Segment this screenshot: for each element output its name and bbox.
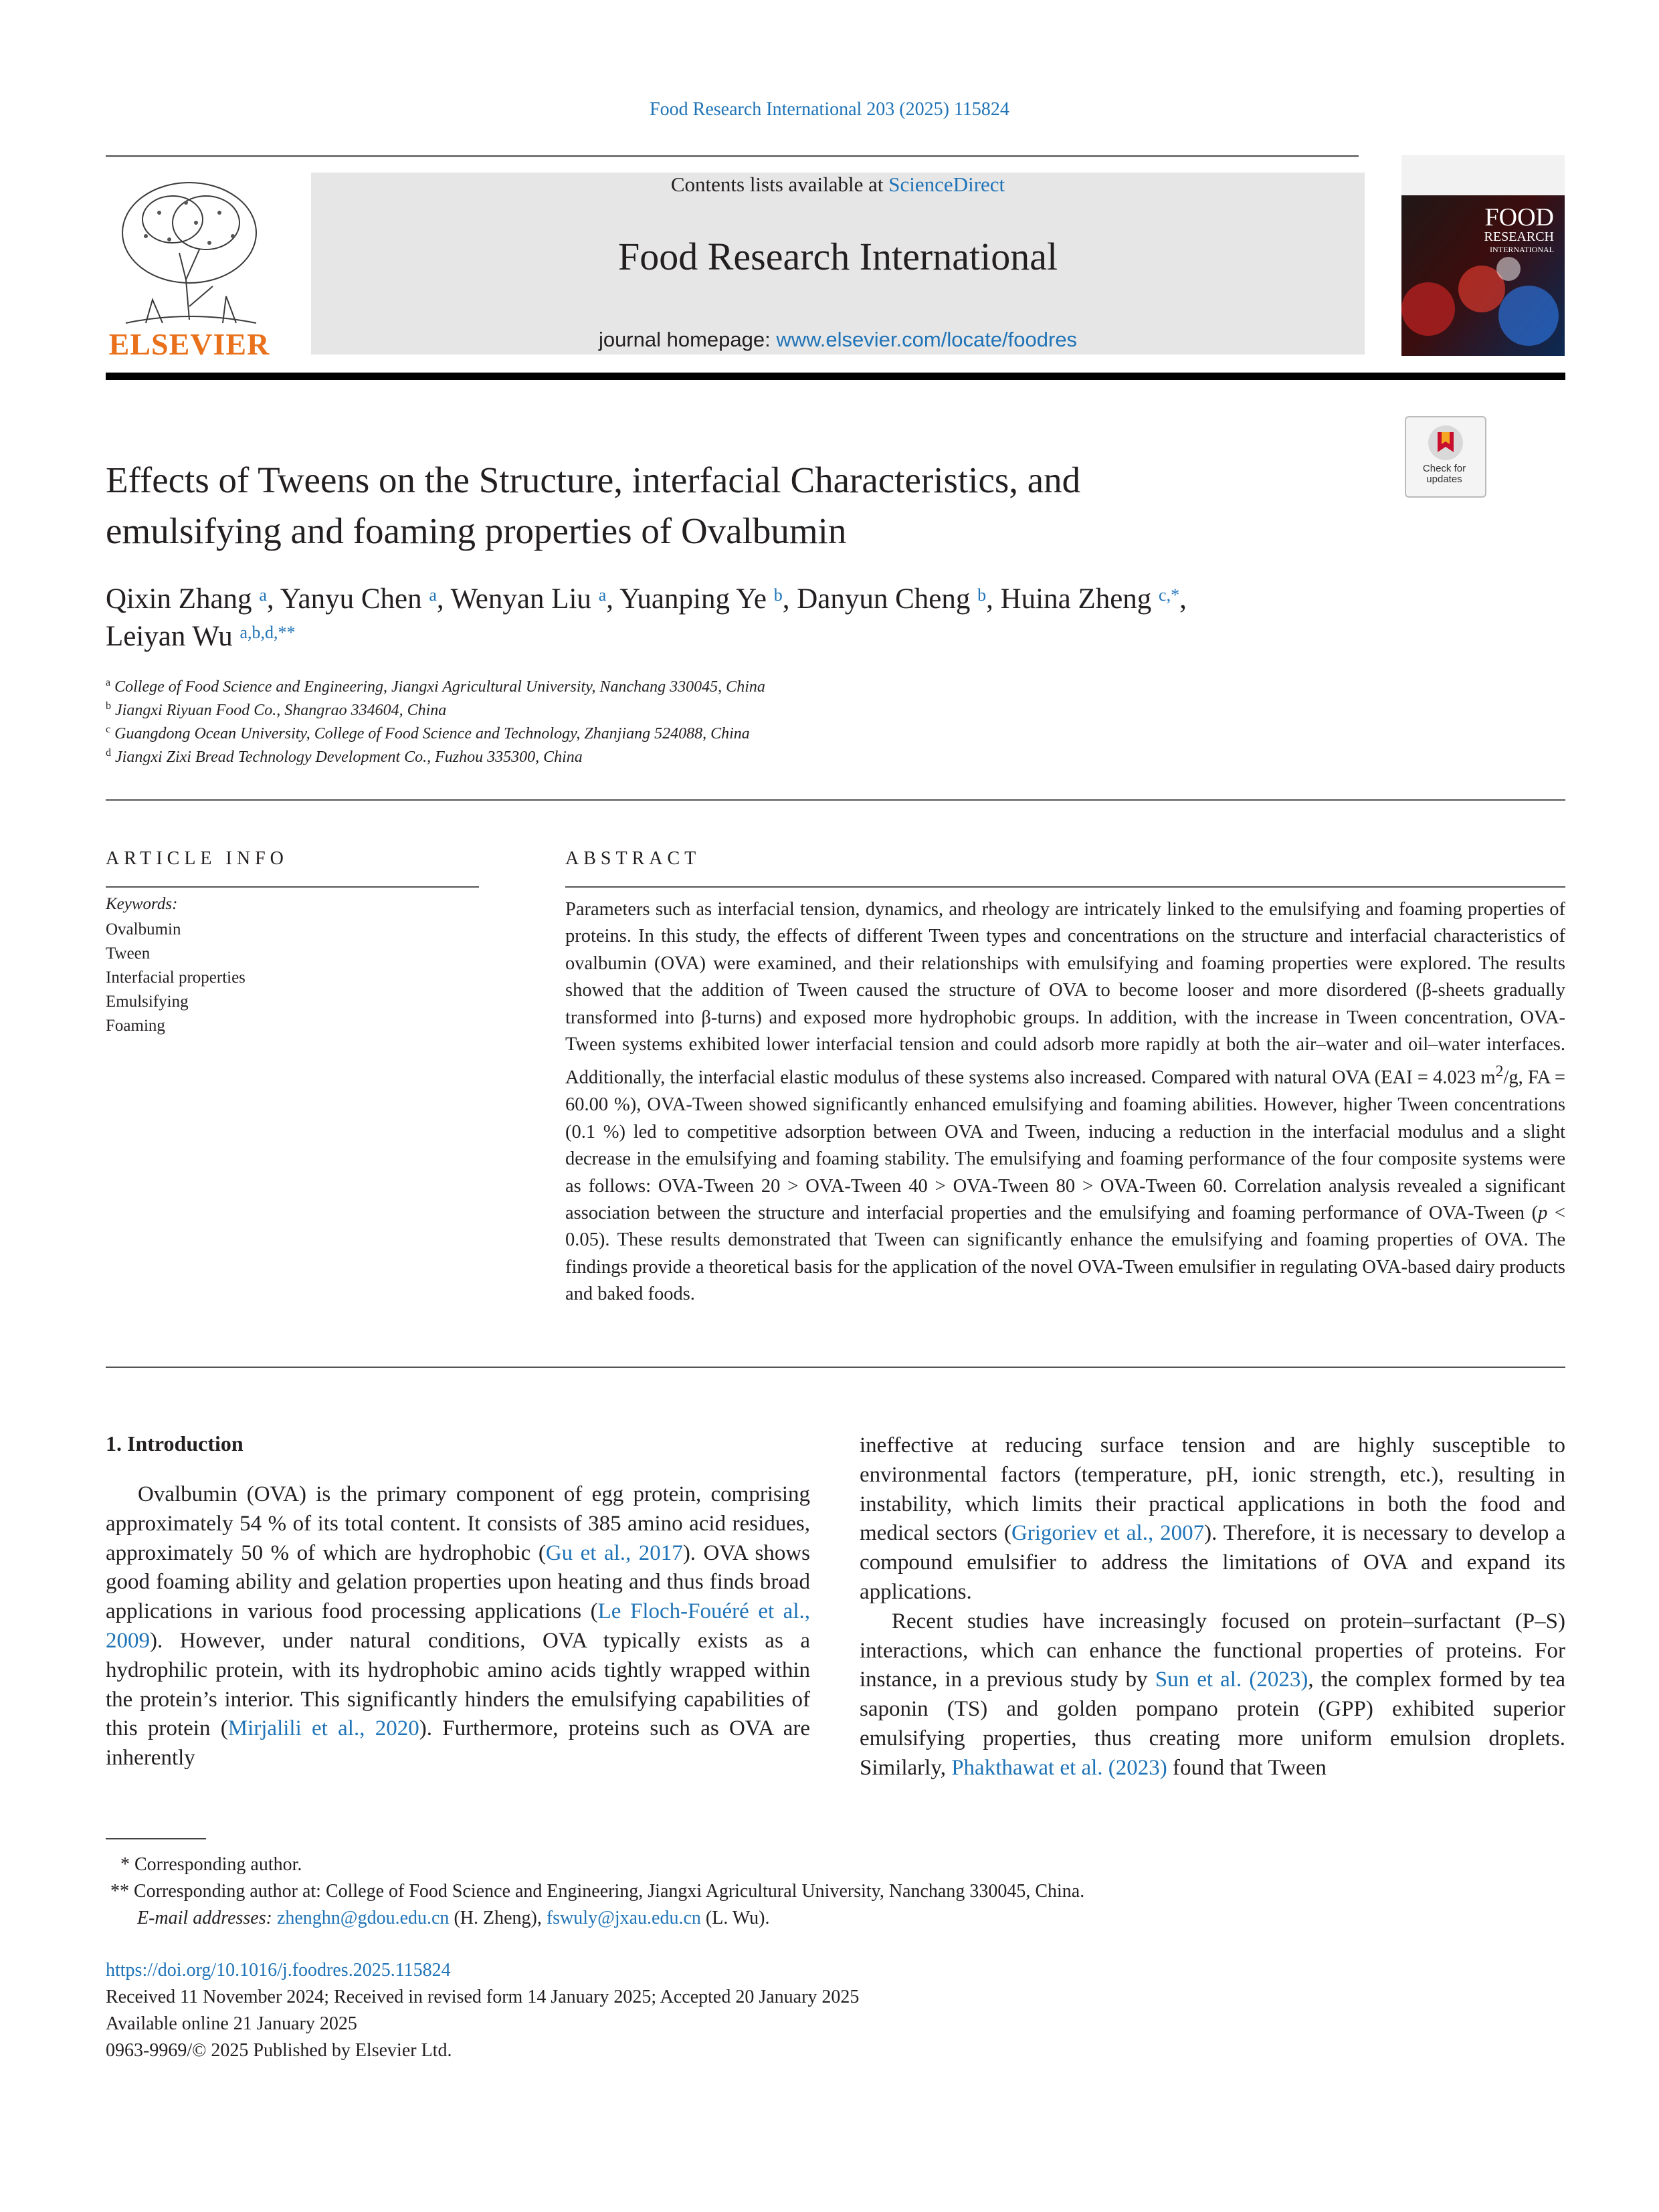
author[interactable]: Qixin Zhang (106, 583, 252, 615)
check-for-updates-badge[interactable] (1405, 416, 1486, 498)
abstract-end-rule (106, 1367, 1565, 1368)
journal-homepage-line: journal homepage: www.elsevier.com/locate/foodres (598, 328, 1078, 351)
available-online-date: Available online 21 January 2025 (106, 2013, 357, 2034)
author[interactable]: Yuanping Ye (619, 583, 767, 615)
journal-citation[interactable]: Food Research International 203 (2025) 115824 (650, 99, 1009, 120)
paragraph: Recent studies have increasingly focused on protein–surfactant (P–S) interactions, which can enhance the functional properties of proteins. For instance, in a previous study by Sun et al. (2023), the complex formed by tea saponin (TS) and golden pompano protein (GPP) exhibited superior emulsifying properties, thus creating more uniform emulsion droplets. Similarly, Phakthawat et al. (2023) found that Tween (860, 1609, 1566, 1780)
journal-title: Food Research International (617, 235, 1058, 278)
keywords-label: Keywords: (106, 895, 178, 913)
reference-link[interactable]: Grigoriev et al., 2007 (1011, 1521, 1205, 1546)
reference-link[interactable]: Sun et al. (2023) (1155, 1668, 1308, 1692)
author-affiliation-mark[interactable]: b (773, 585, 783, 605)
author-affiliation-mark[interactable]: c,* (1159, 585, 1180, 605)
author[interactable]: Wenyan Liu (450, 583, 591, 615)
svg-text:FOOD: FOOD (1484, 203, 1554, 231)
keyword: Foaming (106, 1017, 165, 1035)
keyword: Ovalbumin (106, 920, 181, 938)
elsevier-wordmark: ELSEVIER (108, 327, 270, 361)
paragraph: ineffective at reducing surface tension and are highly susceptible to environmental factors (temperature, pH, ionic strength, etc.), resulting in instability, which limits their practical applications in both the food and medical sectors (Grigoriev et al., 2007). Therefore, it is necessary to develop a compound emulsifier to address the limitations of OVA and expand its applications. (860, 1433, 1565, 1604)
author[interactable]: Danyun Cheng (797, 583, 971, 615)
footnote-corresponding-1: * Corresponding author. (120, 1854, 302, 1875)
affiliation: $^a$ College of Food Science and Engineering, Jiangxi Agricultural University, Nanchang 330045, China (106, 677, 765, 696)
reference-link[interactable]: Mirjalili et al., 2020 (227, 1716, 419, 1741)
svg-text:RESEARCH: RESEARCH (1484, 229, 1554, 244)
article-info-heading: ARTICLE INFO (106, 848, 288, 869)
footnote-emails: E-mail addresses: zhenghn@gdou.edu.cn (H. Zheng), fswuly@jxau.edu.cn (L. Wu). (137, 1908, 770, 1928)
doi-link[interactable]: https://doi.org/10.1016/j.foodres.2025.115824 (106, 1960, 451, 1981)
author-affiliation-mark[interactable]: a (259, 585, 267, 605)
svg-text:INTERNATIONAL: INTERNATIONAL (1490, 245, 1554, 254)
author-affiliation-mark[interactable]: b (977, 585, 987, 605)
author-affiliation-mark[interactable]: a,b,d,** (239, 623, 296, 642)
header-thick-rule (106, 373, 1565, 380)
affiliation-rule (106, 799, 1565, 801)
keyword: Interfacial properties (106, 969, 246, 987)
email-link[interactable]: zhenghn@gdou.edu.cn (276, 1908, 450, 1928)
journal-homepage-link[interactable]: www.elsevier.com/locate/foodres (776, 328, 1078, 351)
keyword: Tween (106, 944, 151, 963)
email-link[interactable]: fswuly@jxau.edu.cn (546, 1908, 701, 1928)
reference-link[interactable]: Phakthawat et al. (2023) (951, 1755, 1167, 1780)
footnote-corresponding-2: ** Corresponding author at: College of Food Science and Engineering, Jiangxi Agricultural University, Nanchang 330045, China. (110, 1881, 1085, 1902)
author[interactable]: Yanyu Chen (280, 583, 422, 615)
author-list: Qixin Zhang $^a$, Yanyu Chen $^a$, Wenyan Liu $^a$, Yuanping Ye $^b$, Danyun Cheng $^b$, Huina Zheng $^{c,*}$, Leiyan Wu $^{a,b,d,**}$ (106, 583, 1187, 652)
header-rule (106, 155, 1359, 157)
keyword: Emulsifying (106, 993, 189, 1011)
body-column-right (860, 1431, 1565, 1783)
author[interactable]: Huina Zheng (1000, 583, 1152, 615)
article-title: Effects of Tweens on the Structure, interfacial Characteristics, and emulsifying and foaming properties of Ovalbumin (106, 460, 1081, 551)
keyword-list (106, 918, 246, 1038)
sciencedirect-link[interactable]: ScienceDirect (888, 173, 1005, 196)
affiliation: $^b$ Jiangxi Riyuan Food Co., Shangrao 334604, China (106, 700, 447, 719)
crossmark-icon (1406, 417, 1485, 464)
affiliation: $^c$ Guangdong Ocean University, College of Food Science and Technology, Zhanjiang 524088, China (106, 724, 750, 742)
reference-link[interactable]: Le Floch-Fouéré et al., 2009 (106, 1599, 810, 1653)
received-dates: Received 11 November 2024; Received in revised form 14 January 2025; Accepted 20 January 2025 (106, 1987, 860, 2007)
journal-cover-image (1401, 155, 1565, 356)
section-heading-introduction: 1. Introduction (106, 1431, 243, 1455)
affiliation: $^d$ Jiangxi Zixi Bread Technology Development Co., Fuzhou 335300, China (106, 747, 583, 766)
contents-line: Contents lists available at ScienceDirect (670, 173, 1005, 196)
author-affiliation-mark[interactable]: a (429, 585, 437, 605)
abstract-rule (565, 886, 1565, 888)
check-for-updates-label: Check for updates (1422, 463, 1466, 485)
abstract-heading: ABSTRACT (565, 848, 701, 869)
author[interactable]: Leiyan Wu (106, 621, 233, 652)
author-affiliation-mark[interactable]: a (598, 585, 607, 605)
copyright-line: 0963-9969/© 2025 Published by Elsevier Ltd. (106, 2040, 452, 2061)
abstract-text: Parameters such as interfacial tension, dynamics, and rheology are intricately linked to the emulsifying and foaming properties of proteins. In this study, the effects of different Tween types and concentrations on the structure and interfacial characteristics of ovalbumin (OVA) were examined, and their relationships with emulsifying and foaming properties were explored. The results showed that the addition of Tween caused the structure of OVA to become looser and more disordered (β-sheets gradually transformed into β-turns) and exposed more hydrophobic groups. In addition, with the increase in Tween concentration, OVA-Tween systems exhibited lower interfacial tension and could adsorb more rapidly at both the air–water and oil–water interfaces. Additionally, the interfacial elastic modulus of these systems also increased. Compared with natural OVA (EAI = 4.023 $m^2/g$, FA = 60.00 %), OVA-Tween showed significantly enhanced emulsifying and foaming abilities. However, higher Tween concentrations (0.1 %) led to competitive adsorption between OVA and Tween, inducing a reduction in the interfacial modulus and a slight decrease in the emulsifying and foaming stability. The emulsifying and foaming performance of the four composite systems were as follows: OVA-Tween 20 > OVA-Tween 40 > OVA-Tween 80 > OVA-Tween 60. Correlation analysis revealed a significant association between the structure and interfacial properties and the emulsifying and foaming performance of OVA-Tween (p < 0.05). These results demonstrated that Tween can significantly enhance the emulsifying and foaming properties of OVA. The findings provide a theoretical basis for the application of the novel OVA-Tween emulsifier in regulating OVA-based dairy products and baked foods. (565, 899, 1565, 1305)
footnote-rule (106, 1838, 206, 1839)
article-info-rule (106, 886, 479, 888)
reference-link[interactable]: Gu et al., 2017 (545, 1540, 683, 1565)
body-column-left: Ovalbumin (OVA) is the primary component of egg protein, comprising approximately 54 % of its total content. It consists of 385 amino acid residues, approximately 50 % of which are hydrophobic (Gu et al., 2017). OVA shows good foaming ability and gelation properties upon heating and thus finds broad applications in various food processing applications (Le Floch-Fouéré et al., 2009). However, under natural conditions, OVA typically exists as a hydrophilic protein, with its hydrophobic amino acids tightly wrapped within the protein’s interior. This significantly hinders the emulsifying capabilities of this protein (Mirjalili et al., 2020). Furthermore, proteins such as OVA are inherently (106, 1482, 810, 1771)
